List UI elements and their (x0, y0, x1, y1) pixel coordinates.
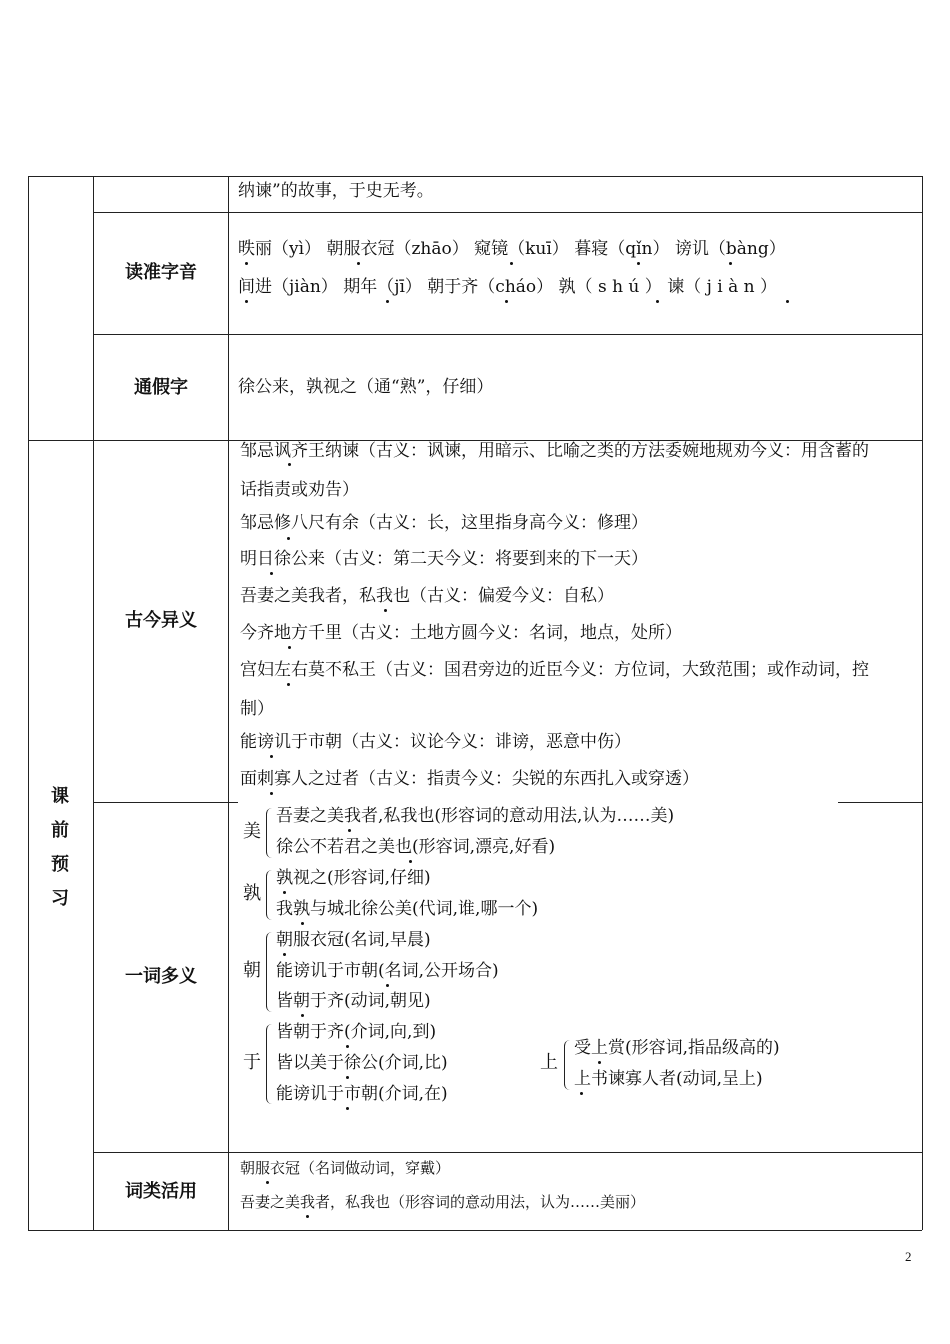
emphasis-dot (301, 1014, 304, 1017)
emphasis-dot (288, 463, 291, 466)
polysemy-item: 我孰与城北徐公美(代词,谁,哪一个) (276, 899, 539, 919)
emphasis-dot (580, 1092, 583, 1095)
emphasis-dot (245, 300, 248, 303)
gujin-line: 今齐地方千里（古义：土地方圆今义：名词，地点，处所） (240, 623, 682, 643)
pronunciation-line-1: 昳丽（yì） 朝服衣冠（zhāo） 窥镜（kuī） 暮寝（qǐn） 谤讥（bàng） (238, 239, 786, 259)
brace (266, 932, 273, 1012)
table-border-right (922, 176, 923, 1230)
pronunciation-header: 读准字音 (125, 262, 197, 283)
polysemy-item: 能谤讥于市朝(介词,在) (276, 1084, 448, 1104)
emphasis-dot (786, 300, 789, 303)
gujin-line: 吾妻之美我者，私我也（古义：偏爱今义：自私） (240, 586, 614, 606)
section-char: 习 (51, 888, 69, 909)
column-divider (228, 176, 229, 1230)
cilei-line: 朝服衣冠（名词做动词，穿戴） (240, 1159, 451, 1177)
cilei-line: 吾妻之美我者，私我也（形容词的意动用法，认为……美丽） (240, 1193, 646, 1211)
emphasis-dot (384, 609, 387, 612)
cilei-header: 词类活用 (125, 1181, 197, 1202)
emphasis-dot (270, 792, 273, 795)
emphasis-dot (266, 1181, 269, 1184)
gujin-line: 制） (240, 699, 274, 719)
gujin-line: 邹忌讽齐王纳谏（古义：讽谏，用暗示、比喻之类的方法委婉地规劝今义：用含蓄的 (240, 441, 869, 461)
emphasis-dot (348, 829, 351, 832)
emphasis-dot (505, 300, 508, 303)
emphasis-dot (510, 262, 513, 265)
emphasis-dot (283, 953, 286, 956)
polysemy-key: 孰 (243, 883, 261, 904)
row-divider (93, 802, 238, 803)
polysemy-item: 皆朝于齐(动词,朝见) (276, 991, 431, 1011)
brace (564, 1040, 571, 1090)
gujin-line: 能谤讥于市朝（古义：议论今义：诽谤，恶意中伤） (240, 732, 631, 752)
polysemy-item: 上书谏寡人者(动词,呈上) (574, 1069, 763, 1089)
yici-header: 一词多义 (125, 966, 197, 987)
emphasis-dot (287, 683, 290, 686)
emphasis-dot (306, 1215, 309, 1218)
polysemy-item: 皆朝于齐(介词,向,到) (276, 1022, 437, 1042)
column-divider (93, 176, 94, 1230)
emphasis-dot (656, 300, 659, 303)
continued-text: 纳谏”的故事，于史无考。 (238, 181, 434, 201)
gujin-line: 宫妇左右莫不私王（古义：国君旁边的近臣今义：方位词，大致范围；或作动词，控 (240, 660, 869, 680)
emphasis-dot (357, 262, 360, 265)
polysemy-key: 上 (540, 1052, 558, 1073)
brace (266, 1024, 273, 1104)
emphasis-dot (270, 755, 273, 758)
emphasis-dot (287, 537, 290, 540)
row-divider (838, 802, 922, 803)
polysemy-item: 受上赏(形容词,指品级高的) (574, 1038, 780, 1058)
table-border-left (28, 176, 29, 1230)
polysemy-item: 吾妻之美我者,私我也(形容词的意动用法,认为……美) (276, 806, 675, 826)
gujin-line: 邹忌修八尺有余（古义：长，这里指身高今义：修理） (240, 513, 648, 533)
emphasis-dot (346, 1107, 349, 1110)
polysemy-item: 徐公不若君之美也(形容词,漂亮,好看) (276, 837, 556, 857)
emphasis-dot (245, 262, 248, 265)
section-char: 课 (51, 786, 69, 807)
polysemy-item: 皆以美于徐公(介词,比) (276, 1053, 448, 1073)
polysemy-key: 于 (243, 1052, 261, 1073)
tongjia-text: 徐公来，孰视之（通“熟”，仔细） (238, 377, 494, 397)
page-number: 2 (905, 1249, 912, 1264)
emphasis-dot (346, 1076, 349, 1079)
emphasis-dot (386, 984, 389, 987)
emphasis-dot (409, 860, 412, 863)
polysemy-key: 朝 (243, 960, 261, 981)
table-border-bottom (28, 1230, 922, 1231)
emphasis-dot (637, 262, 640, 265)
section-char: 前 (51, 820, 69, 841)
section-title (28, 780, 92, 916)
emphasis-dot (283, 891, 286, 894)
polysemy-item: 朝服衣冠(名词,早晨) (276, 930, 431, 950)
row-divider (93, 212, 922, 213)
polysemy-item: 能谤讥于市朝(名词,公开场合) (276, 961, 499, 981)
emphasis-dot (270, 572, 273, 575)
gujin-line: 明日徐公来（古义：第二天今义：将要到来的下一天） (240, 549, 648, 569)
row-divider (93, 334, 922, 335)
emphasis-dot (598, 1061, 601, 1064)
emphasis-dot (729, 262, 732, 265)
emphasis-dot (346, 1045, 349, 1048)
brace (266, 870, 273, 920)
emphasis-dot (386, 300, 389, 303)
gujin-line: 面刺寡人之过者（古义：指责今义：尖锐的东西扎入或穿透） (240, 769, 699, 789)
polysemy-item: 孰视之(形容词,仔细) (276, 868, 431, 888)
pronunciation-line-2: 间进（jiàn） 期年（jī） 朝于齐（cháo） 孰（ s h ú ） 谏（ j i à n ） (238, 277, 778, 297)
brace (266, 808, 273, 858)
table-border-top (28, 176, 922, 177)
polysemy-key: 美 (243, 821, 261, 842)
gujin-line: 话指责或劝告） (240, 480, 359, 500)
emphasis-dot (288, 646, 291, 649)
emphasis-dot (301, 922, 304, 925)
row-divider (93, 1152, 922, 1153)
section-char: 预 (51, 854, 69, 875)
tongjia-header: 通假字 (134, 377, 188, 398)
gujin-header: 古今异义 (125, 610, 197, 631)
